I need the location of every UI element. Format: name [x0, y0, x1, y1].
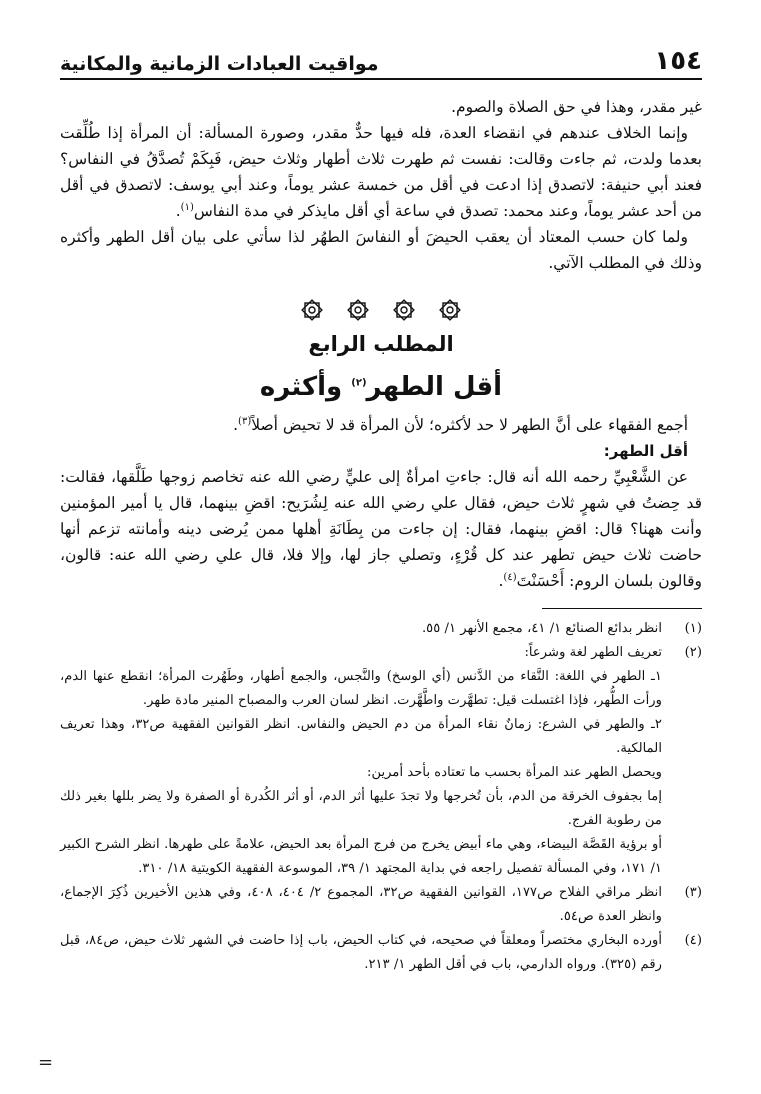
paragraph [60, 464, 702, 594]
footnotes [60, 617, 702, 977]
page-header [60, 40, 702, 80]
paragraph-end: . [175, 202, 181, 220]
footnote-line: انظر بدائع الصنائع ١/ ٤١، مجمع الأنهر ١/ ٥٥. [421, 621, 662, 636]
footnote-number: (٢) [684, 645, 702, 660]
ornament-divider [60, 298, 702, 322]
paragraph-text: ولما كان حسب المعتاد أن يعقب الحيضَ أو النفاسَ الطهُر لذا سأتي على بيان أقل الطهر وأكثره وذلك في المطلب الآتي. [60, 228, 702, 272]
paragraph [60, 94, 702, 120]
footnote-ref[interactable]: (٣) [238, 415, 252, 427]
footnote-ref[interactable]: (٢) [351, 377, 367, 389]
section-heading: المطلب الرابع [308, 332, 454, 356]
paragraph-text: عن الشَّعْبِيِّ رحمه الله أنه قال: جاءتِ امرأةٌ إلى عليٍّ رضي الله عنه تخاصم زوجها طَلَّقها، فقالت: قد حِضتُ في شهرٍ ثلاث حيض، فقال علي رضي الله عنه لِشُرَيح: اقضِ بينهما، قال يا أمير المؤمنين وأنت ههنا؟ قال: اقضِ بينهما، فقال: إن جاءت من بِطَانَةِ أهلها ممن يُرضى دينه وأمانته تزعم أنها حاضت ثلاث حيض تطهر عند كل قُرْءٍ، وتصلي جاز لها، وإلا فلا، قال علي رضي الله عنه: قالون، وقالون بلسان الروم: أَحْسَنْتَ [60, 468, 702, 590]
paragraph [60, 412, 702, 438]
footnote-number: (٣) [684, 885, 702, 900]
paragraph [60, 120, 702, 224]
section-title-text: أقل الطهر [366, 372, 503, 402]
footnote [60, 881, 702, 929]
footnote-line: انظر مراقي الفلاح ص١٧٧، القوانين الفقهية ص٣٢، المجموع ٢/ ٤٠٤، ٤٠٨، وفي هذين الأخيرين ذُكِرَ الإجماع، وانظر العدة ص٥٤. [60, 885, 662, 924]
main-text [60, 412, 702, 594]
footnote-separator [542, 608, 702, 609]
footnote-line: ٢ـ والطهر في الشرع: زمانٌ نقاء المرأة من دم الحيض والنفاس. انظر القوانين الفقهية ص٣٢، وهذا تعريف المالكية. [60, 717, 662, 756]
paragraph-text: وإنما الخلاف عندهم في انقضاء العدة، فله فيها حدٌّ مقدر، وصورة المسألة: أن المرأة إذا طُلِّقت بعدما ولدت، ثم جاءت وقالت: نفست ثم طهرت ثلاث أطهار وثلاث حيض، فَبِكَمْ تُصدَّقُ في النفاس؟ فعند أبي حنيفة: لاتصدق إذا ادعت في أقل من خمسة عشر يوماً، وعند أبي يوسف: لاتصدق في أقل من أحد عشر يوماً، وعند محمد: تصدق في ساعة أي أقل مايذكر في مدة النفاس [60, 124, 702, 220]
ornament-icon [438, 298, 462, 322]
footnote [60, 617, 702, 641]
paragraph-end: . [233, 416, 239, 434]
footnote [60, 929, 702, 977]
footnote-number: (٤) [684, 933, 702, 948]
ornament-icon [300, 298, 324, 322]
footnote-line: ١ـ الطهر في اللغة: النَّقاء من الدَّنس (أي الوسخ) والنَّجس، والجمع أطهار، وطَهُرت المرأة؛ انقطع عنها الدم، ورأت الطُّهر، فإذا اغتسلت قيل: تطهَّرت واطَّهَّرت. انظر لسان العرب والمصباح المنير مادة طهر. [60, 669, 662, 708]
paragraph-text: أجمع الفقهاء على أنَّ الطهر لا حد لأكثره؛ لأن المرأة قد لا تحيض أصلاً [251, 416, 688, 434]
margin-mark: = [38, 1052, 54, 1073]
footnote-line: أورده البخاري مختصراً ومعلقاً في صحيحه، في كتاب الحيض، باب إذا حاضت في الشهر ثلاث حيض، ص٨٤، قبل رقم (٣٢٥). ورواه الدارمي، باب في أقل الطهر ١/ ٢١٣. [60, 933, 662, 972]
footnote-line: إما بجفوف الخرقة من الدم، بأن تُخرجها ولا تجدَ عليها أثر الدم، أو أثر الكُدرة أو الصفرة ولا يضر بللها بغير ذلك من رطوبة الفرج. [60, 789, 662, 828]
running-title: مواقيت العبادات الزمانية والمكانية [60, 53, 379, 75]
footnote-line: أو برؤية القَصَّة البيضاء، وهي ماء أبيض يخرج من فرج المرأة بعد الحيض، علامةً على طهرها. انظر الشرح الكبير ١/ ١٧١، وفي المسألة تفصيل راجعه في بداية المجتهد ١/ ٣٩، الموسوعة الفقهية الكويتية ١٨/ ٣١٠. [60, 837, 662, 876]
paragraph [60, 438, 702, 464]
section-title-text: وأكثره [259, 372, 352, 402]
subheading: أقل الطهر: [603, 442, 688, 460]
paragraph-end: . [498, 572, 504, 590]
book-page [60, 40, 702, 1080]
footnote [60, 641, 702, 881]
paragraph-text: غير مقدر، وهذا في حق الصلاة والصوم. [451, 98, 702, 116]
main-text [60, 94, 702, 276]
footnote-ref[interactable]: (٤) [503, 571, 517, 583]
ornament-icon [392, 298, 416, 322]
page-number: ١٥٤ [654, 46, 702, 76]
footnote-number: (١) [684, 621, 702, 636]
section-title [60, 372, 702, 402]
footnote-line: ويحصل الطهر عند المرأة بحسب ما تعتاده بأحد أمرين: [367, 765, 662, 780]
paragraph [60, 224, 702, 276]
footnote-ref[interactable]: (١) [180, 201, 194, 213]
footnote-line: تعريف الطهر لغة وشرعاً: [524, 645, 662, 660]
ornament-icon [346, 298, 370, 322]
